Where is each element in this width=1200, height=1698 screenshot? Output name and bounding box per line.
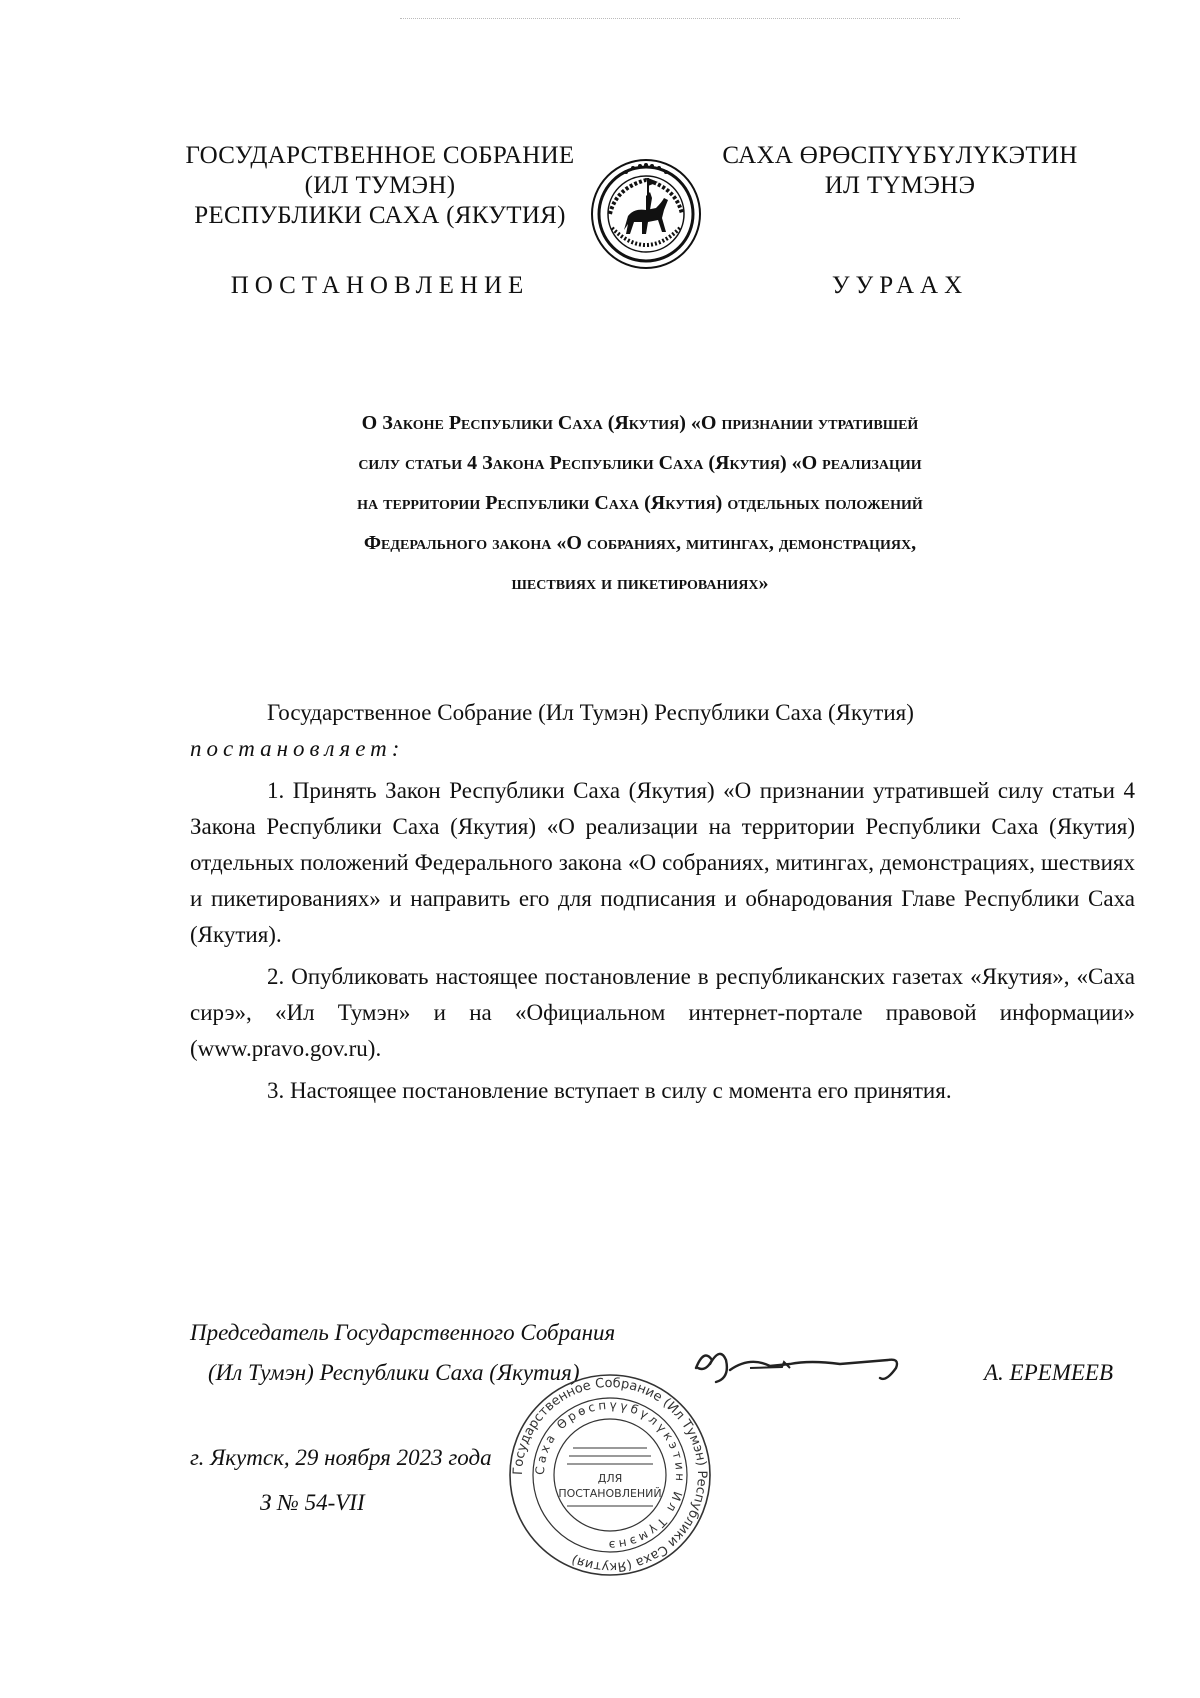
signatory-name: А. ЕРЕМЕЕВ (984, 1360, 1114, 1385)
signatory-position-line: Председатель Государственного Собрания (190, 1320, 616, 1345)
stamp-center-line: ПОСТАНОВЛЕНИЙ (558, 1487, 662, 1500)
stamp-center-line: ДЛЯ (597, 1472, 623, 1485)
decree-word: постановляет: (190, 736, 405, 761)
document-number: З № 54-VII (260, 1490, 365, 1515)
sakha-coat-of-arms-icon (590, 158, 702, 270)
title-line: силу статьи 4 Закона Республики Саха (Якутия) «О реализации (358, 452, 922, 474)
signatory-position-line: (Ил Тумэн) Республики Саха (Якутия) (208, 1360, 580, 1385)
official-round-stamp (505, 1370, 715, 1580)
title-line: Федерального закона «О собраниях, митингах, демонстрациях, (363, 532, 917, 554)
handwritten-signature (690, 1338, 910, 1394)
preamble: Государственное Собрание (Ил Тумэн) Республики Саха (Якутия) (267, 700, 914, 725)
title-line: на территории Республики Саха (Якутия) отдельных положений (357, 492, 923, 514)
document-title (200, 403, 1080, 603)
stamp-inner-text: Саха Өрөспүүбүлүкэтин Ил Түмэнэ (532, 1397, 688, 1553)
city-date: г. Якутск, 29 ноября 2023 года (190, 1445, 492, 1470)
header-right (710, 141, 1090, 201)
header-left (180, 141, 580, 231)
title-line: шествиях и пикетированиях» (511, 572, 769, 594)
header-left-line: (ИЛ ТУМЭН) (304, 172, 456, 199)
header-right-line: ИЛ ТҮМЭНЭ (824, 172, 976, 199)
decree-item-3: 3. Настоящее постановление вступает в силу с момента его принятия. (267, 1078, 952, 1103)
header-left-line: ГОСУДАРСТВЕННОЕ СОБРАНИЕ (185, 142, 575, 169)
decree-item-1: 1. Принять Закон Республики Саха (Якутия) «О признании утратившей силу статьи 4 Закона Республики Саха (Якутия) «О реализации на территории Республики Саха (Якутия) отдельных положений Федерального закона «О собраниях, митингах, демонстрациях, шествиях и пикетированиях» и направить его для подписания и обнародования Главе Республики Саха (Якутия). (190, 778, 1135, 947)
header-right-line: САХА ӨРӨСПҮҮБҮЛҮКЭТИН (722, 142, 1078, 169)
stamp-outer-text: Государственное Собрание (Ил Тумэн) Республики Саха (Якутия) (510, 1375, 710, 1575)
scan-artifact-dots (400, 18, 960, 23)
doc-type-ru: ПОСТАНОВЛЕНИЕ (230, 272, 530, 299)
header-left-line: РЕСПУБЛИКИ САХА (ЯКУТИЯ) (194, 202, 566, 229)
doc-type-sakha: УУРААХ (831, 272, 969, 299)
title-line: О Законе Республики Саха (Якутия) «О признании утратившей (361, 412, 919, 434)
document-body (190, 695, 1135, 1109)
decree-item-2: 2. Опубликовать настоящее постановление в республиканских газетах «Якутия», «Саха сирэ», «Ил Тумэн» и на «Официальном интернет-портале правовой информации» (www.pravo.gov.ru). (190, 964, 1135, 1061)
